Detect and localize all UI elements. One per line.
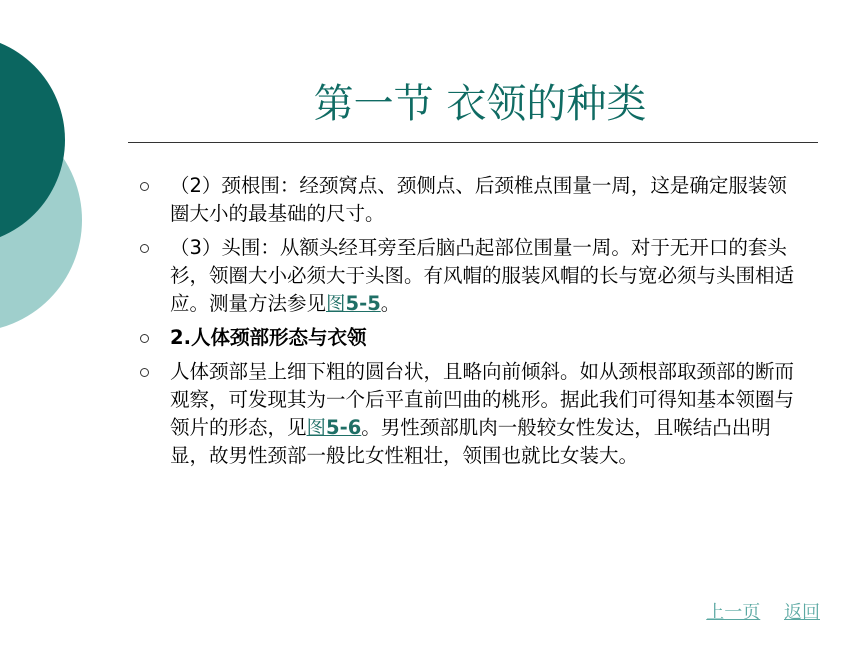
bullet-item — [132, 234, 802, 318]
bullet-list — [132, 172, 802, 476]
bullet-marker-icon — [140, 182, 149, 191]
bullet-text-before: （3）头围：从额头经耳旁至后脑凸起部位围量一周。对于无开口的套头衫，领圈大小必须大于头图。有风帽的服装风帽的长与宽必须与头围相适应。测量方法参见 — [170, 236, 795, 315]
figure-link-5-5[interactable] — [326, 292, 381, 315]
bullet-text — [170, 234, 802, 318]
bullet-item — [132, 172, 802, 228]
bullet-item — [132, 324, 802, 352]
bullet-marker-icon — [140, 244, 149, 253]
figure-link-5-6[interactable] — [307, 416, 362, 439]
bullet-marker-icon — [140, 368, 149, 377]
bullet-text-before: 人体颈部呈上细下粗的圆台状，且略向前倾斜。如从颈根部取颈部的断而观察，可发现其为一个后平直前凹曲的桃形。据此我们可得知基本领圈与领片的形态，见 — [170, 360, 795, 439]
decorative-circles — [0, 0, 120, 360]
bullet-text — [170, 358, 802, 470]
prev-page-link[interactable]: 上一页 — [706, 602, 761, 623]
figure-link-number: 5-6 — [326, 416, 362, 439]
bullet-marker-icon — [140, 334, 149, 343]
title-divider — [128, 142, 818, 143]
figure-link-prefix: 图 — [326, 292, 346, 315]
page-title: 第一节 衣领的种类 — [313, 81, 647, 127]
figure-link-prefix: 图 — [306, 416, 327, 439]
bullet-heading: 2.人体颈部形态与衣领 — [170, 326, 367, 349]
figure-link-number: 5-5 — [345, 292, 381, 315]
bullet-text-after: 。男性颈部肌肉一般较女性发达，且喉结凸出明显，故男性颈部一般比女性粗壮，领围也就比女装大。 — [170, 416, 771, 467]
bullet-item — [132, 358, 802, 470]
bullet-text-after: 。 — [380, 292, 401, 315]
back-link[interactable]: 返回 — [784, 602, 820, 623]
slide-navigation — [688, 598, 820, 624]
bullet-text: （2）颈根围：经颈窝点、颈侧点、后颈椎点围量一周，这是确定服装领圈大小的最基础的尺寸。 — [170, 174, 787, 225]
